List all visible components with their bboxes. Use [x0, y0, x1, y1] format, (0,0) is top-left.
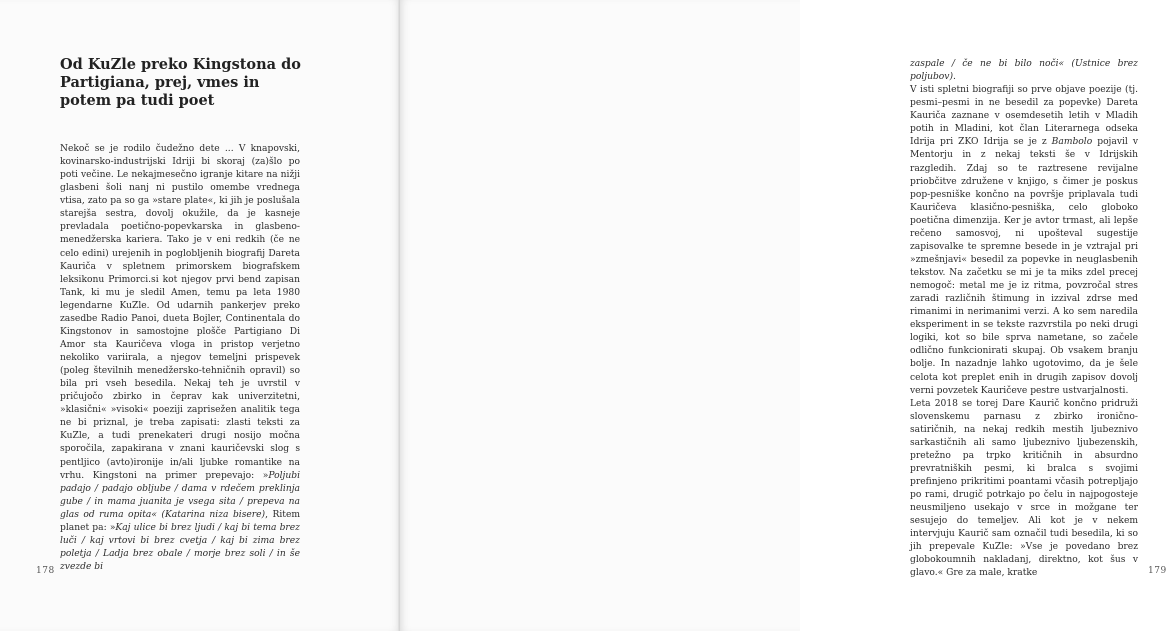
right-body-text [910, 58, 1138, 581]
left-body-text [60, 143, 300, 574]
chapter-title: Od KuZle preko Kingstona do Partigiana, prej, vmes in potem pa tudi poet [60, 56, 301, 109]
left-page [0, 0, 400, 631]
lyric-source-continued: « (Ustnice brez poljubov). [910, 59, 1138, 83]
body-text-between: , Ritem planet pa: » [60, 509, 300, 533]
right-page [400, 0, 1167, 631]
lyric-source: « (Katarina niza bisere) [151, 509, 266, 520]
paragraph-text-2: Leta 2018 se torej Dare Kaurič končno pridruži slovenskemu parnasu z zbirko ironično-satiričnih, na nekaj redkih mestih ljubeznivo sarkastičnih ali samo ljubeznivo ljubezenskih, pretežno pa trpko kritičnih in absurdno prevratniških pesmi, ki bralca s svojimi prefinjeno prikritimi poantami včasih potrepljajo po rami, drugič potrkajo po čelu in najpogosteje neusmiljeno usekajo v srce in možgane ter sesujejo do temeljev. Ali kot je v nekem intervjuju Kaurič sam označil tudi besedila, ki so jih prepevale KuZle: »Vse je povedano brez globokoumnih nakladanj, direktno, kot šus v glavo.« Gre za male, kratke [910, 398, 1138, 579]
lyric-quote: Poljubi padajo / padajo obljube / dama v rdečem preklinja gube / in mama juanita je vsega sita / prepeva na glas od ruma opita [60, 470, 300, 520]
left-paragraph [60, 143, 300, 574]
right-paragraph-3 [910, 398, 1138, 581]
lyric-quote-continued: zaspale / če ne bi bilo noči [910, 59, 1059, 69]
page-number-right: 179 [1148, 566, 1167, 576]
paragraph-text-cont: pojavil v Mentorju in z nekaj teksti še v Idrijskih razgledih. Zdaj so te raztresene revijalne priobčitve združene v knjigo, s čimer je poskus pop-pesniške končno na površje priplavala tudi Kauričeva klasično-pesniška, celo globoko poetična dimenzija. Ker je avtor trmast, ali lepše rečeno samosvoj, ni upošteval sugestije zapisovalke te spremne besede in je vztrajal pri »zmešnjavi« besedil za popevke in neuglasbenih tekstov. Na začetku se mi je ta miks zdel precej nemogoč: metal me je iz ritma, povzročal stres zaradi različnih štimung in izzival zdrse med rimanimi in nerimanimi verzi. A ko sem naredila eksperiment in se tekste razvrstila po neki drugi logiki, kot so bile sprva nametane, so začele odlično funkcionirati skupaj. Ob vsakem branju bolje. In nazadnje lahko ugotovimo, da je šele celota kot preplet enih in drugih zapisov dovolj verni povzetek Kauričeve pestre ustvarjalnosti. [910, 137, 1138, 396]
paragraph-text: V isti spletni biografiji so prve objave poezije (tj. pesmi–pesmi in ne besedil za popevke) Dareta Kauriča zaznane v osemdesetih letih v Mladih potih in Mladini, kot član Literarnega odseka Idrija pri ZKO Idrija se je z [910, 85, 1138, 148]
right-paragraph-1 [910, 58, 1138, 84]
page-number-left: 178 [36, 566, 55, 576]
right-paragraph-2 [910, 84, 1138, 398]
lyric-quote-2: Kaj ulice bi brez ljudi / kaj bi tema brez luči / kaj vrtovi bi brez cvetja / kaj bi zima brez poletja / Ladja brez obale / morje brez soli / in še zvezde bi [60, 522, 300, 572]
work-title: Bambolo [1051, 137, 1093, 148]
body-text: Nekoč se je rodilo čudežno dete ... V knapovski, kovinarsko-industrijski Idriji bi skoraj (za)šlo po poti večine. Le nekajmesečno igranje kitare na nižji glasbeni šoli nanj ni pustilo omembe vrednega vtisa, zato pa so ga »stare plate«, ki jih je poslušala starejša sestra, dovolj okužile, da je kasneje prevladala poetično-popevkarska in glasbeno-menedžerska kariera. Tako je v eni redkih (če ne celo edini) urejenih in poglobljenih biografij Dareta Kauriča v spletnem primorskem biografskem leksikonu Primorci.si kot njegov prvi bend zapisan Tank, ki mu je sledil Amen, temu pa leta 1980 legendarne KuZle. Od udarnih pankerjev preko zasedbe Radio Panoi, dueta Bojler, Continentala do Kingstonov in samostojne plošče Partigiano Di Amor sta Kauričeva vloga in pristop verjetno nekoliko variirala, a njegov temeljni prispevek (poleg številnih menedžersko-tehničnih opravil) so bila pri vseh besedila. Nekaj teh je uvrstil v pričujočo zbirko in čeprav kak univerzitetni, »klasični« »visoki« poeziji zaprisežen analitik tega ne bi priznal, je treba zapisati: zlasti teksti za KuZle, a tudi prenekateri drugi nosijo močna sporočila, zapakirana v znani kauričevski slog s pentljico (avto)ironije in/ali ljubke romantike na vrhu. Kingstoni na primer prepevajo: » [60, 144, 300, 481]
